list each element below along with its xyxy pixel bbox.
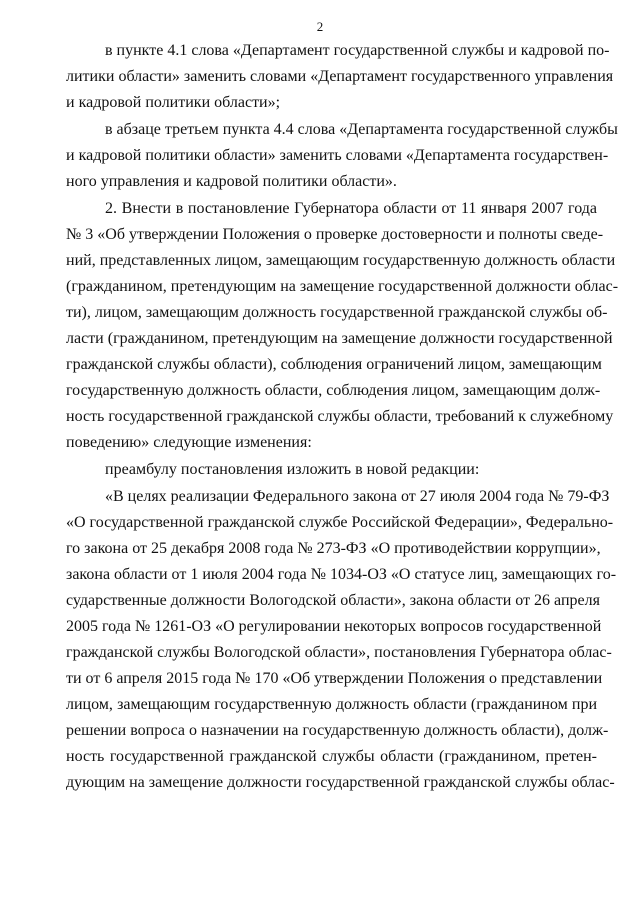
text-line: ласти (гражданином, претендующим на замещение должности государственной bbox=[66, 330, 613, 347]
text-line: (гражданином, претендующим на замещение государственной должности облас- bbox=[66, 278, 619, 295]
text-line: и кадровой политики области»; bbox=[66, 94, 281, 111]
text-line: ти), лицом, замещающим должность государственной гражданской службы об- bbox=[66, 304, 608, 321]
text-line: литики области» заменить словами «Департамент государственного управления bbox=[66, 68, 614, 85]
text-line: гражданской службы области), соблюдения ограничений лицом, замещающим bbox=[66, 356, 602, 373]
text-line: гражданской службы Вологодской области», постановления Губернатора облас- bbox=[66, 644, 612, 661]
text-line: ность государственной гражданской службы области (гражданином, претен- bbox=[66, 748, 597, 765]
text-line: ность государственной гражданской службы области, требований к служебному bbox=[66, 408, 614, 425]
text-line: ний, представленных лицом, замещающим государственную должность области bbox=[66, 252, 616, 269]
text-line: преамбулу постановления изложить в новой редакции: bbox=[105, 461, 480, 478]
text-line: «В целях реализации Федерального закона от 27 июля 2004 года № 79-ФЗ bbox=[105, 488, 610, 505]
text-line: 2. Внести в постановление Губернатора области от 11 января 2007 года bbox=[105, 200, 597, 217]
text-line: ти от 6 апреля 2015 года № 170 «Об утверждении Положения о представлении bbox=[66, 670, 603, 687]
text-line: государственную должность области, соблюдения лицом, замещающим долж- bbox=[66, 382, 601, 399]
text-line: 2005 года № 1261-ОЗ «О регулировании некоторых вопросов государственной bbox=[66, 618, 602, 635]
text-line: в пункте 4.1 слова «Департамент государственной службы и кадровой по- bbox=[105, 42, 610, 59]
text-line: дующим на замещение должности государственной гражданской службы облас- bbox=[66, 774, 615, 791]
text-line: сударственные должности Вологодской области», закона области от 26 апреля bbox=[66, 592, 600, 609]
text-line: в абзаце третьем пункта 4.4 слова «Департамента государственной службы bbox=[105, 121, 618, 138]
text-line: решении вопроса о назначении на государственную должность области), долж- bbox=[66, 722, 609, 739]
text-line: го закона от 25 декабря 2008 года № 273-ФЗ «О противодействии коррупции», bbox=[66, 540, 601, 557]
text-line: № 3 «Об утверждении Положения о проверке достоверности и полноты сведе- bbox=[66, 226, 604, 243]
page-number: 2 bbox=[316, 19, 324, 34]
text-line: ного управления и кадровой политики области». bbox=[66, 173, 397, 190]
text-line: лицом, замещающим государственную должность области (гражданином при bbox=[66, 696, 597, 713]
text-line: «О государственной гражданской службе Российской Федерации», Федерально- bbox=[66, 514, 614, 531]
text-line: закона области от 1 июля 2004 года № 1034-ОЗ «О статусе лиц, замещающих го- bbox=[66, 566, 617, 583]
text-line: и кадровой политики области» заменить словами «Департамента государствен- bbox=[66, 147, 609, 164]
text-line: поведению» следующие изменения: bbox=[66, 434, 312, 451]
